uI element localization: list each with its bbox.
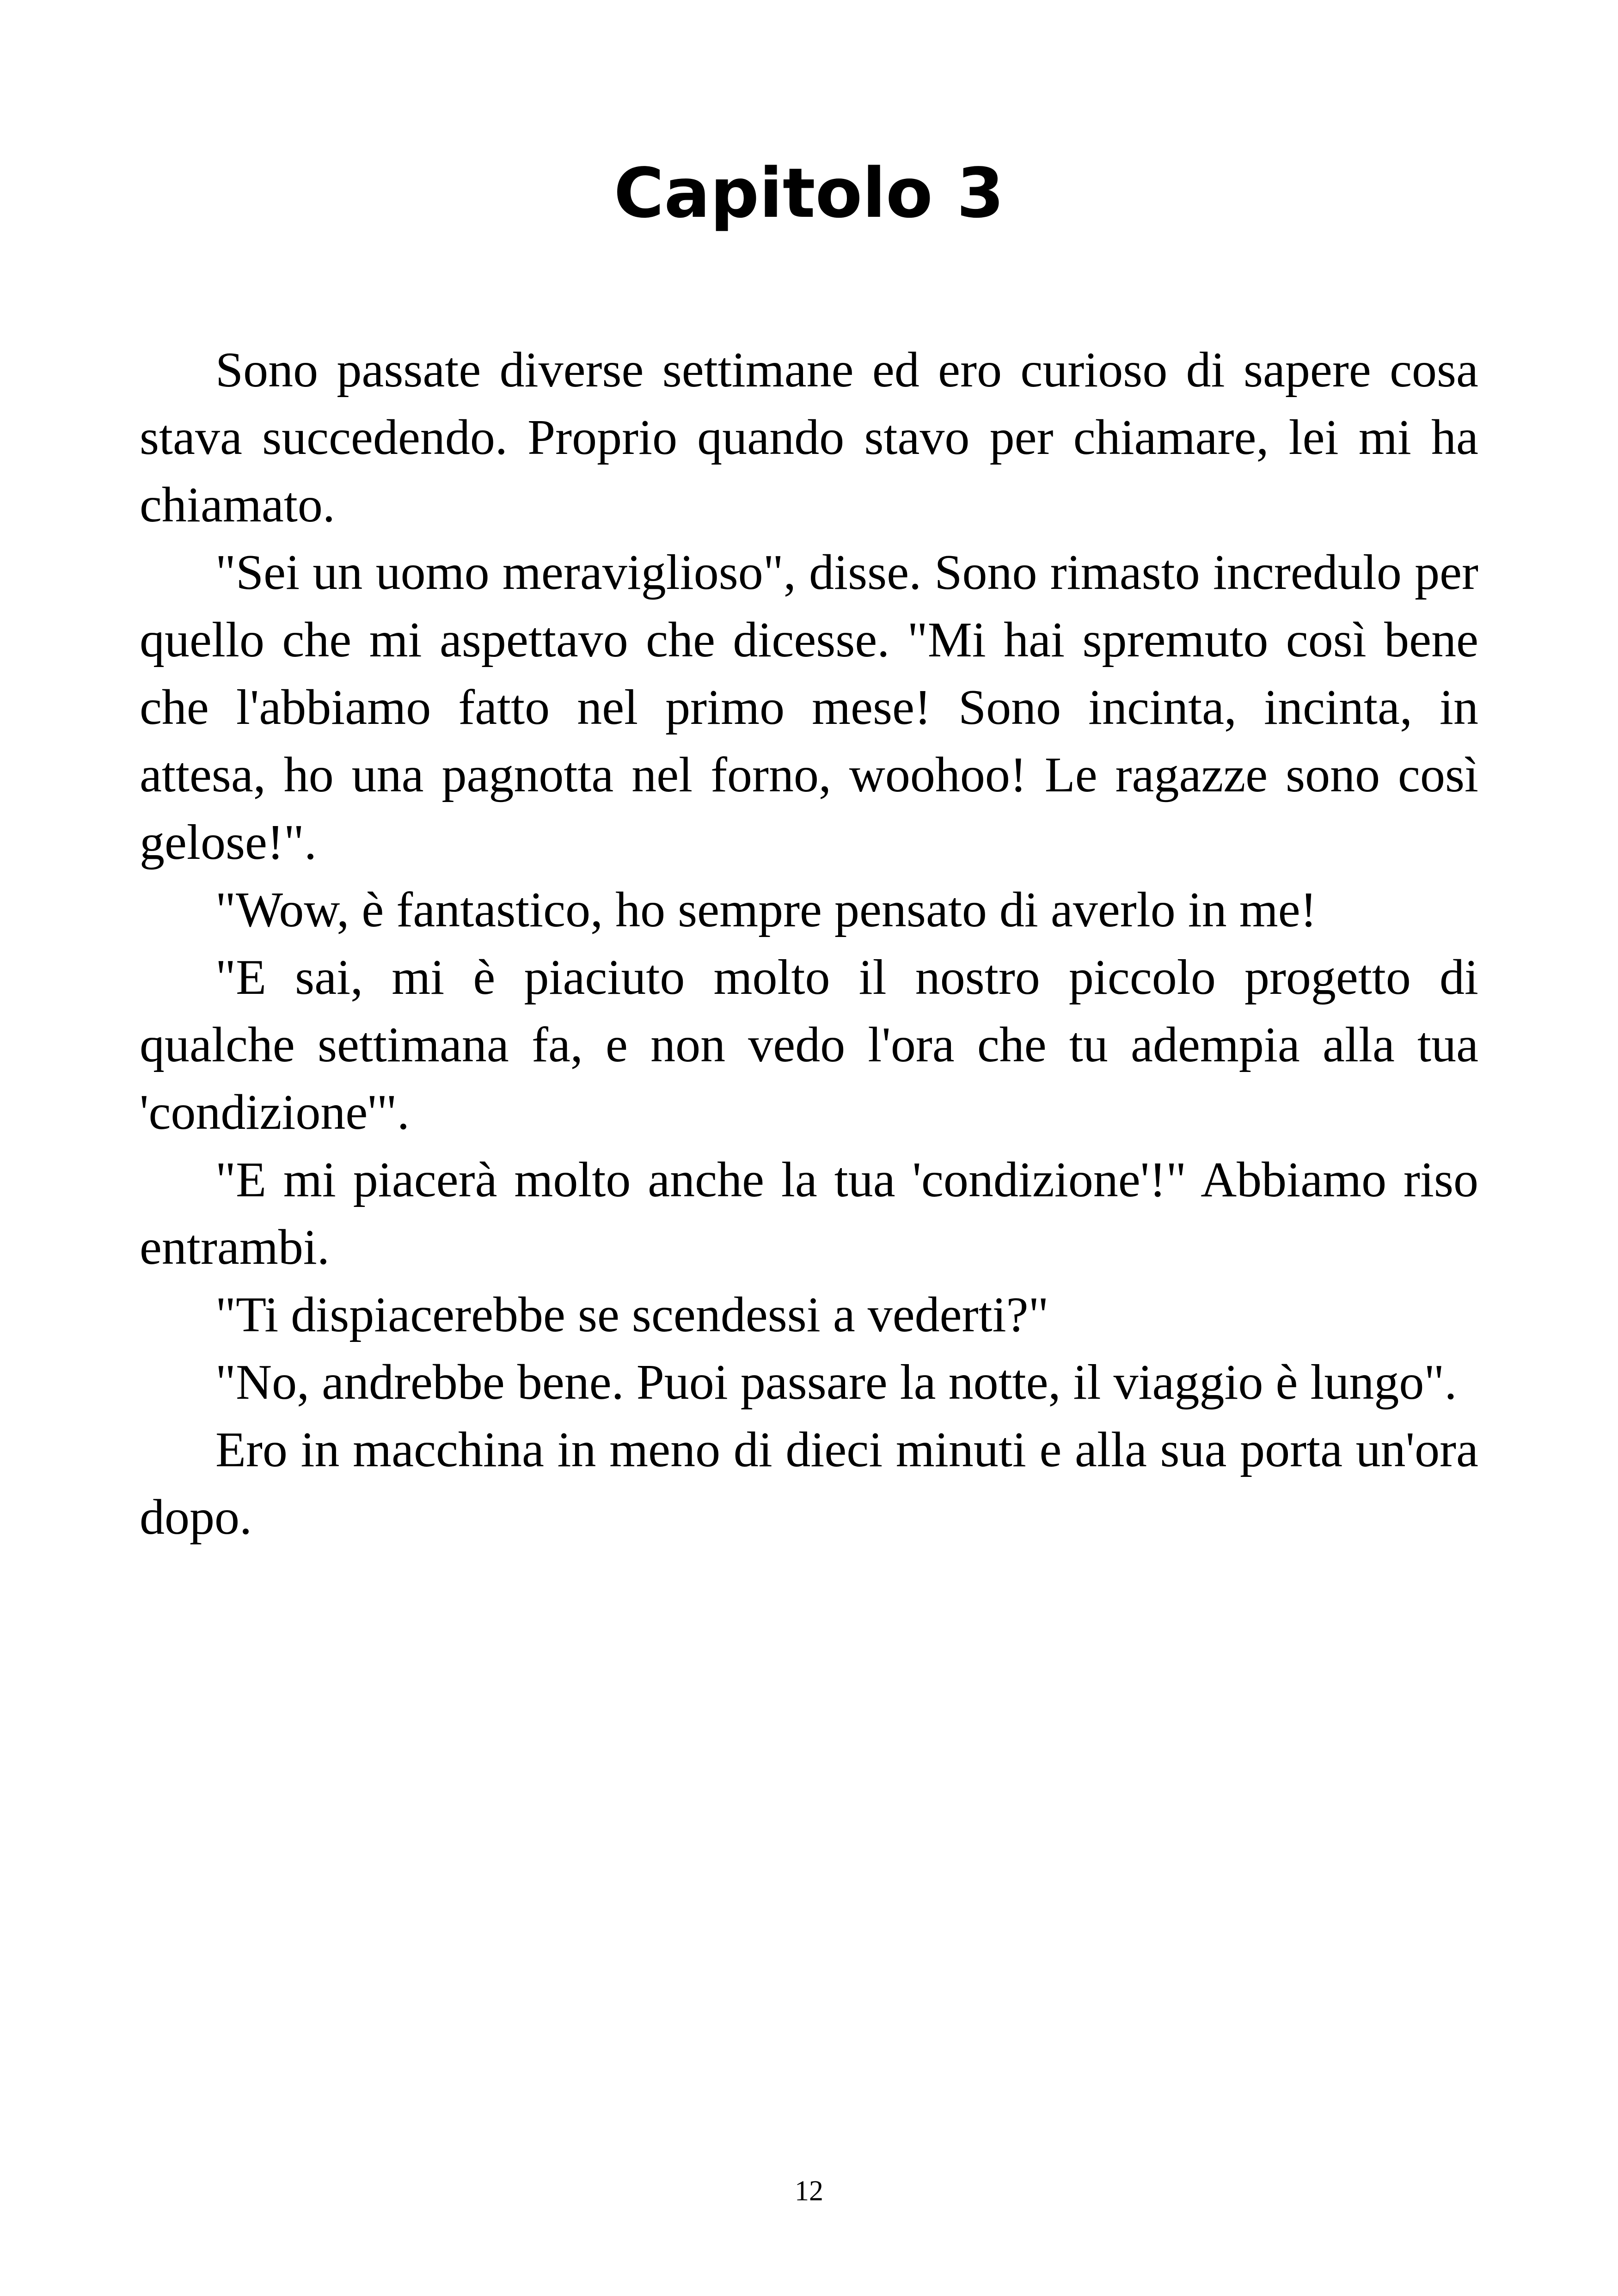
paragraph: "No, andrebbe bene. Puoi passare la notte, il viaggio è lungo". <box>215 1355 1457 1410</box>
paragraph: "E mi piacerà molto anche la tua 'condizione'!" Abbiamo riso entrambi. <box>140 1152 1478 1275</box>
paragraph: "Ti dispiacerebbe se scendessi a vederti?" <box>215 1287 1049 1342</box>
paragraph: "Wow, è fantastico, ho sempre pensato di averlo in me! <box>215 882 1317 937</box>
chapter-title: Capitolo 3 <box>613 153 1005 233</box>
paragraph: "E sai, mi è piaciuto molto il nostro piccolo progetto di qualche settimana fa, e non vedo l'ora che tu adempia alla tua 'condizione'". <box>140 950 1478 1140</box>
paragraph: "Sei un uomo meraviglioso", disse. Sono rimasto incredulo per quello che mi aspettavo che dicesse. "Mi hai spremuto così bene che l'abbiamo fatto nel primo mese! Sono incinta, incinta, in attesa, ho una pagnotta nel forno, woohoo! Le ragazze sono così gelose!". <box>140 545 1478 870</box>
paragraph: Ero in macchina in meno di dieci minuti e alla sua porta un'ora dopo. <box>140 1422 1478 1545</box>
paragraph: Sono passate diverse settimane ed ero curioso di sapere cosa stava succedendo. Proprio quando stavo per chiamare, lei mi ha chiamato. <box>140 343 1478 533</box>
chapter-body <box>140 337 1478 1551</box>
page-number: 12 <box>795 2175 823 2207</box>
